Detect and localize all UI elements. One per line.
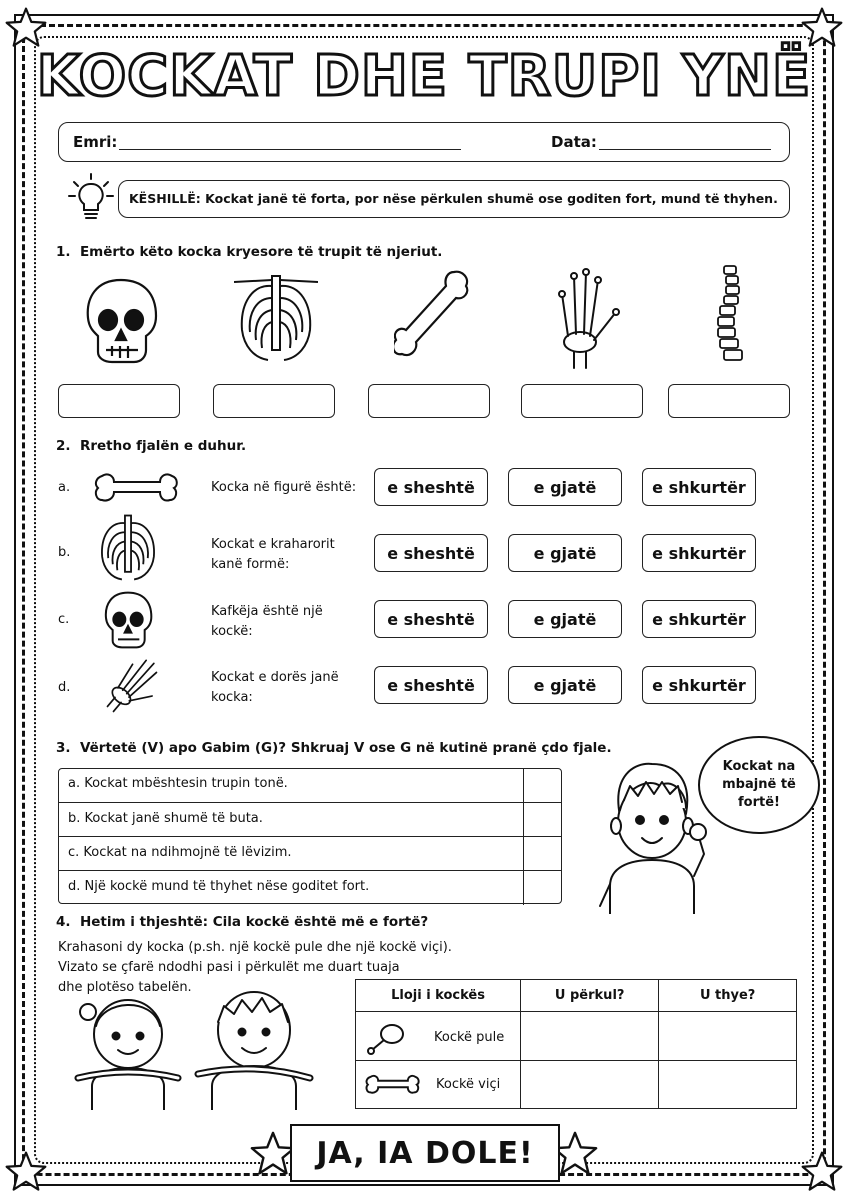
hand-bones-icon — [98, 652, 170, 720]
table-header: U thye? — [659, 980, 797, 1012]
long-bone-icon — [364, 1071, 422, 1097]
row-letter: a. — [58, 480, 71, 495]
tip-text: KËSHILLË: Kockat janë të forta, por nëse përkulen shumë ose goditen fort, mund të thyhen. — [129, 191, 778, 206]
row-letter: b. — [58, 545, 71, 560]
statement-row: b. Kockat janë shumë të buta. — [58, 802, 562, 837]
statement-row: a. Kockat mbështesin trupin tonë. — [58, 768, 562, 802]
kids-bending-bones-illustration — [70, 982, 320, 1110]
chicken-drumstick-icon — [366, 1022, 406, 1056]
name-field[interactable] — [119, 149, 461, 150]
answer-box-4[interactable] — [521, 384, 643, 418]
table-header: Lloji i kockës — [356, 980, 521, 1012]
question-1: 1. Emërto këto kocka kryesore të trupit të njeriut. — [56, 244, 443, 260]
answer-box-3[interactable] — [368, 384, 490, 418]
row-prompt: Kocka në figurë është: — [211, 480, 357, 495]
table-row — [356, 1060, 797, 1109]
instruction-line: Vizato se çfarë ndodhi pasi i përkulët me duart tuaja — [58, 960, 400, 975]
option-long[interactable]: e gjatë — [508, 468, 622, 506]
option-flat[interactable]: e sheshtë — [374, 666, 488, 704]
page-title: KOCKAT DHE TRUPI YNË — [36, 44, 812, 109]
table-row — [356, 1012, 797, 1061]
bent-cell[interactable] — [521, 1060, 659, 1109]
option-short[interactable]: e shkurtër — [642, 534, 756, 572]
answer-cell[interactable] — [523, 768, 562, 802]
star-icon — [4, 1150, 48, 1194]
option-short[interactable]: e shkurtër — [642, 666, 756, 704]
hand-bones-icon — [546, 266, 624, 370]
results-table — [355, 979, 797, 1109]
banner: JA, IA DOLE! — [290, 1124, 560, 1182]
row-prompt: Kockat e dorës janë kocka: — [211, 670, 339, 705]
row-prompt: Kockat e kraharorit kanë formë: — [211, 537, 335, 572]
star-icon — [800, 1150, 844, 1194]
name-label: Emri: — [73, 133, 118, 151]
instruction-line: Krahasoni dy kocka (p.sh. një kockë pule dhe një kockë viçi). — [58, 940, 452, 955]
question-4: 4. Hetim i thjeshtë: Cila kockë është më e fortë? — [56, 914, 429, 930]
option-flat[interactable]: e sheshtë — [374, 468, 488, 506]
spine-icon — [704, 264, 752, 368]
question-2: 2. Rretho fjalën e duhur. — [56, 438, 247, 454]
ribcage-icon — [234, 274, 318, 366]
answer-cell[interactable] — [523, 871, 562, 905]
option-short[interactable]: e shkurtër — [642, 600, 756, 638]
row-letter: c. — [58, 612, 70, 627]
answer-box-2[interactable] — [213, 384, 335, 418]
answer-box-1[interactable] — [58, 384, 180, 418]
option-long[interactable]: e gjatë — [508, 666, 622, 704]
instruction-line: dhe plotëso tabelën. — [58, 980, 192, 995]
name-date-box — [58, 122, 790, 162]
option-long[interactable]: e gjatë — [508, 600, 622, 638]
statement-row: d. Një kockë mund të thyhet nëse goditet fort. — [58, 870, 562, 905]
row-prompt: Kafkëja është një kockë: — [211, 604, 323, 639]
bent-cell[interactable] — [521, 1012, 659, 1061]
table-header: U përkul? — [521, 980, 659, 1012]
speech-bubble: Kockat na mbajnë të fortë! — [698, 736, 820, 834]
broke-cell[interactable] — [659, 1012, 797, 1061]
bone-type-cell: Kockë viçi — [356, 1060, 521, 1109]
ribcage-icon — [96, 514, 160, 584]
skull-icon — [80, 276, 162, 366]
option-flat[interactable]: e sheshtë — [374, 534, 488, 572]
row-letter: d. — [58, 680, 71, 695]
long-bone-icon — [394, 268, 472, 366]
option-long[interactable]: e gjatë — [508, 534, 622, 572]
broke-cell[interactable] — [659, 1060, 797, 1109]
bone-type-cell: Kockë pule — [356, 1012, 521, 1061]
lightbulb-icon — [66, 172, 116, 224]
option-short[interactable]: e shkurtër — [642, 468, 756, 506]
question-3: 3. Vërtetë (V) apo Gabim (G)? Shkruaj V ose G në kutinë pranë çdo fjale. — [56, 740, 612, 756]
skull-icon — [100, 590, 156, 650]
option-flat[interactable]: e sheshtë — [374, 600, 488, 638]
tip-box — [118, 180, 790, 218]
date-field[interactable] — [599, 149, 771, 150]
answer-cell[interactable] — [523, 803, 562, 837]
date-label: Data: — [551, 133, 597, 151]
long-bone-icon — [92, 470, 182, 504]
answer-box-5[interactable] — [668, 384, 790, 418]
answer-cell[interactable] — [523, 837, 562, 871]
statement-row: c. Kockat na ndihmojnë të lëvizim. — [58, 836, 562, 871]
